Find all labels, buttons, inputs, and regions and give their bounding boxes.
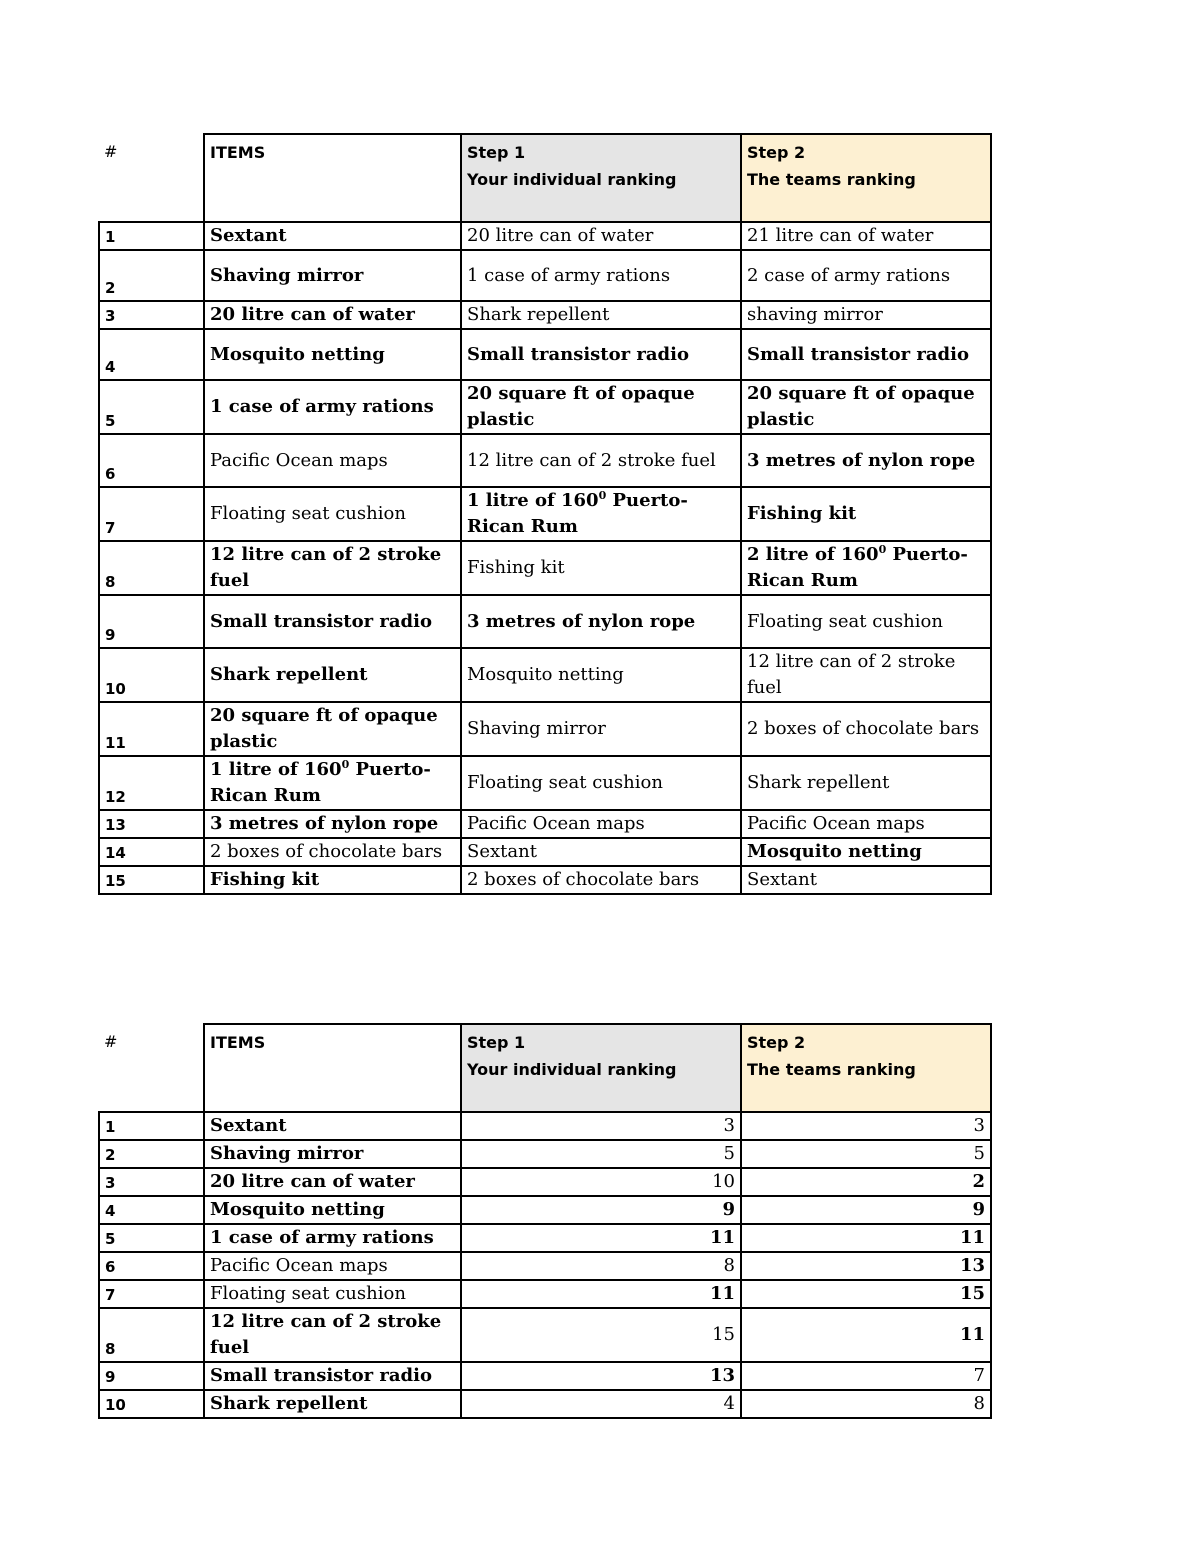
row-number: 5	[99, 1224, 204, 1252]
step1-cell: Shaving mirror	[461, 702, 741, 756]
table-row	[99, 380, 991, 434]
step1-cell: 1 case of army rations	[461, 250, 741, 301]
step2-score: 15	[741, 1280, 991, 1308]
item-cell: 12 litre can of 2 stroke fuel	[204, 1308, 461, 1362]
table-row	[99, 702, 991, 756]
header-step1-title: Step 1	[467, 1033, 526, 1052]
header-items: ITEMS	[204, 1024, 461, 1112]
header-step1	[461, 1024, 741, 1112]
row-number: 3	[99, 1168, 204, 1196]
step1-text-tail: Puerto-Rican Rum	[467, 490, 688, 537]
row-number: 9	[99, 1362, 204, 1390]
degree-superscript: 0	[598, 489, 607, 502]
table-row	[99, 1280, 991, 1308]
item-cell: 20 litre can of water	[204, 301, 461, 329]
row-number: 10	[99, 1390, 204, 1418]
table-header-row	[99, 134, 991, 222]
step1-cell: 2 boxes of chocolate bars	[461, 866, 741, 894]
header-step1-subtitle: Your individual ranking	[467, 170, 677, 189]
step1-cell: Sextant	[461, 838, 741, 866]
step2-score: 9	[741, 1196, 991, 1224]
step2-cell: Sextant	[741, 866, 991, 894]
step2-score: 11	[741, 1308, 991, 1362]
table-row	[99, 1362, 991, 1390]
step2-score: 2	[741, 1168, 991, 1196]
item-cell: 20 litre can of water	[204, 1168, 461, 1196]
item-cell: Floating seat cushion	[204, 487, 461, 541]
row-number: 6	[99, 434, 204, 487]
step1-cell: Mosquito netting	[461, 648, 741, 702]
step2-cell: Floating seat cushion	[741, 595, 991, 648]
row-number: 2	[99, 250, 204, 301]
table-row	[99, 329, 991, 380]
step1-score: 13	[461, 1362, 741, 1390]
degree-superscript: 0	[878, 543, 887, 556]
step1-score: 5	[461, 1140, 741, 1168]
header-step2-title: Step 2	[747, 143, 806, 162]
step1-cell: Floating seat cushion	[461, 756, 741, 810]
item-cell: 20 square ft of opaque plastic	[204, 702, 461, 756]
row-number: 9	[99, 595, 204, 648]
table-row	[99, 222, 991, 250]
item-cell: 1 case of army rations	[204, 1224, 461, 1252]
step2-cell: 12 litre can of 2 stroke fuel	[741, 648, 991, 702]
ranking-table-items	[98, 133, 992, 895]
step1-cell: Pacific Ocean maps	[461, 810, 741, 838]
step1-score: 9	[461, 1196, 741, 1224]
table-row	[99, 1390, 991, 1418]
table-row	[99, 541, 991, 595]
table-row	[99, 434, 991, 487]
table-row	[99, 1308, 991, 1362]
table-row	[99, 1140, 991, 1168]
table-row	[99, 838, 991, 866]
row-number: 6	[99, 1252, 204, 1280]
step2-text-tail: Puerto-Rican Rum	[747, 544, 968, 591]
table-row	[99, 1168, 991, 1196]
item-cell: Pacific Ocean maps	[204, 434, 461, 487]
row-number: 3	[99, 301, 204, 329]
step2-cell: Mosquito netting	[741, 838, 991, 866]
step1-cell	[461, 487, 741, 541]
item-cell: Floating seat cushion	[204, 1280, 461, 1308]
header-step1-subtitle: Your individual ranking	[467, 1060, 677, 1079]
item-cell: Mosquito netting	[204, 329, 461, 380]
row-number: 15	[99, 866, 204, 894]
row-number: 8	[99, 541, 204, 595]
step2-cell	[741, 541, 991, 595]
table-row	[99, 810, 991, 838]
step2-score: 7	[741, 1362, 991, 1390]
step1-cell: 12 litre can of 2 stroke fuel	[461, 434, 741, 487]
step2-cell: 2 case of army rations	[741, 250, 991, 301]
step2-cell: 21 litre can of water	[741, 222, 991, 250]
step1-cell: Small transistor radio	[461, 329, 741, 380]
row-number: 10	[99, 648, 204, 702]
item-cell	[204, 756, 461, 810]
table-row	[99, 487, 991, 541]
step2-text: 2 litre of 160	[747, 544, 879, 565]
step2-score: 3	[741, 1112, 991, 1140]
table-row	[99, 1196, 991, 1224]
header-step2-title: Step 2	[747, 1033, 806, 1052]
step1-cell: 20 litre can of water	[461, 222, 741, 250]
step2-cell: Shark repellent	[741, 756, 991, 810]
table-row	[99, 1112, 991, 1140]
item-cell: Shark repellent	[204, 1390, 461, 1418]
table-row	[99, 648, 991, 702]
step1-score: 15	[461, 1308, 741, 1362]
step2-score: 13	[741, 1252, 991, 1280]
table-row	[99, 1224, 991, 1252]
step1-text: 1 litre of 160	[467, 490, 599, 511]
header-step2	[741, 1024, 991, 1112]
degree-superscript: 0	[341, 758, 350, 771]
step1-score: 10	[461, 1168, 741, 1196]
step2-score: 11	[741, 1224, 991, 1252]
row-number: 4	[99, 329, 204, 380]
row-number: 1	[99, 222, 204, 250]
header-number: #	[104, 1032, 118, 1051]
row-number: 8	[99, 1308, 204, 1362]
header-step2	[741, 134, 991, 222]
step1-cell: Shark repellent	[461, 301, 741, 329]
row-number: 1	[99, 1112, 204, 1140]
header-step1-title: Step 1	[467, 143, 526, 162]
table-header-row	[99, 1024, 991, 1112]
step1-cell: Fishing kit	[461, 541, 741, 595]
header-number: #	[104, 142, 118, 161]
step2-cell: 20 square ft of opaque plastic	[741, 380, 991, 434]
row-number: 13	[99, 810, 204, 838]
item-cell: Small transistor radio	[204, 595, 461, 648]
header-items: ITEMS	[204, 134, 461, 222]
step2-cell: Small transistor radio	[741, 329, 991, 380]
table-row	[99, 250, 991, 301]
row-number: 5	[99, 380, 204, 434]
row-number: 12	[99, 756, 204, 810]
step1-score: 3	[461, 1112, 741, 1140]
row-number: 2	[99, 1140, 204, 1168]
step2-score: 8	[741, 1390, 991, 1418]
item-cell: Fishing kit	[204, 866, 461, 894]
header-step2-subtitle: The teams ranking	[747, 1060, 916, 1079]
item-text-tail: Puerto-Rican Rum	[210, 759, 431, 806]
step2-cell: Pacific Ocean maps	[741, 810, 991, 838]
row-number: 11	[99, 702, 204, 756]
item-cell: 1 case of army rations	[204, 380, 461, 434]
row-number: 14	[99, 838, 204, 866]
header-step2-subtitle: The teams ranking	[747, 170, 916, 189]
header-step1	[461, 134, 741, 222]
item-cell: 12 litre can of 2 stroke fuel	[204, 541, 461, 595]
item-cell: Sextant	[204, 1112, 461, 1140]
item-cell: Shark repellent	[204, 648, 461, 702]
item-cell: 3 metres of nylon rope	[204, 810, 461, 838]
row-number: 7	[99, 487, 204, 541]
step2-cell: shaving mirror	[741, 301, 991, 329]
step1-cell: 20 square ft of opaque plastic	[461, 380, 741, 434]
step1-score: 8	[461, 1252, 741, 1280]
table-row	[99, 866, 991, 894]
item-cell: Sextant	[204, 222, 461, 250]
table-row	[99, 1252, 991, 1280]
step2-cell: 2 boxes of chocolate bars	[741, 702, 991, 756]
item-cell: Small transistor radio	[204, 1362, 461, 1390]
item-text: 1 litre of 160	[210, 759, 342, 780]
table-row	[99, 756, 991, 810]
step1-score: 4	[461, 1390, 741, 1418]
item-cell: Pacific Ocean maps	[204, 1252, 461, 1280]
table-row	[99, 595, 991, 648]
row-number: 7	[99, 1280, 204, 1308]
step1-cell: 3 metres of nylon rope	[461, 595, 741, 648]
item-cell: Mosquito netting	[204, 1196, 461, 1224]
step2-score: 5	[741, 1140, 991, 1168]
row-number: 4	[99, 1196, 204, 1224]
item-cell: Shaving mirror	[204, 250, 461, 301]
item-cell: Shaving mirror	[204, 1140, 461, 1168]
step2-cell: Fishing kit	[741, 487, 991, 541]
item-cell: 2 boxes of chocolate bars	[204, 838, 461, 866]
table-row	[99, 301, 991, 329]
step1-score: 11	[461, 1280, 741, 1308]
ranking-table-scores	[98, 1023, 992, 1419]
step1-score: 11	[461, 1224, 741, 1252]
step2-cell: 3 metres of nylon rope	[741, 434, 991, 487]
